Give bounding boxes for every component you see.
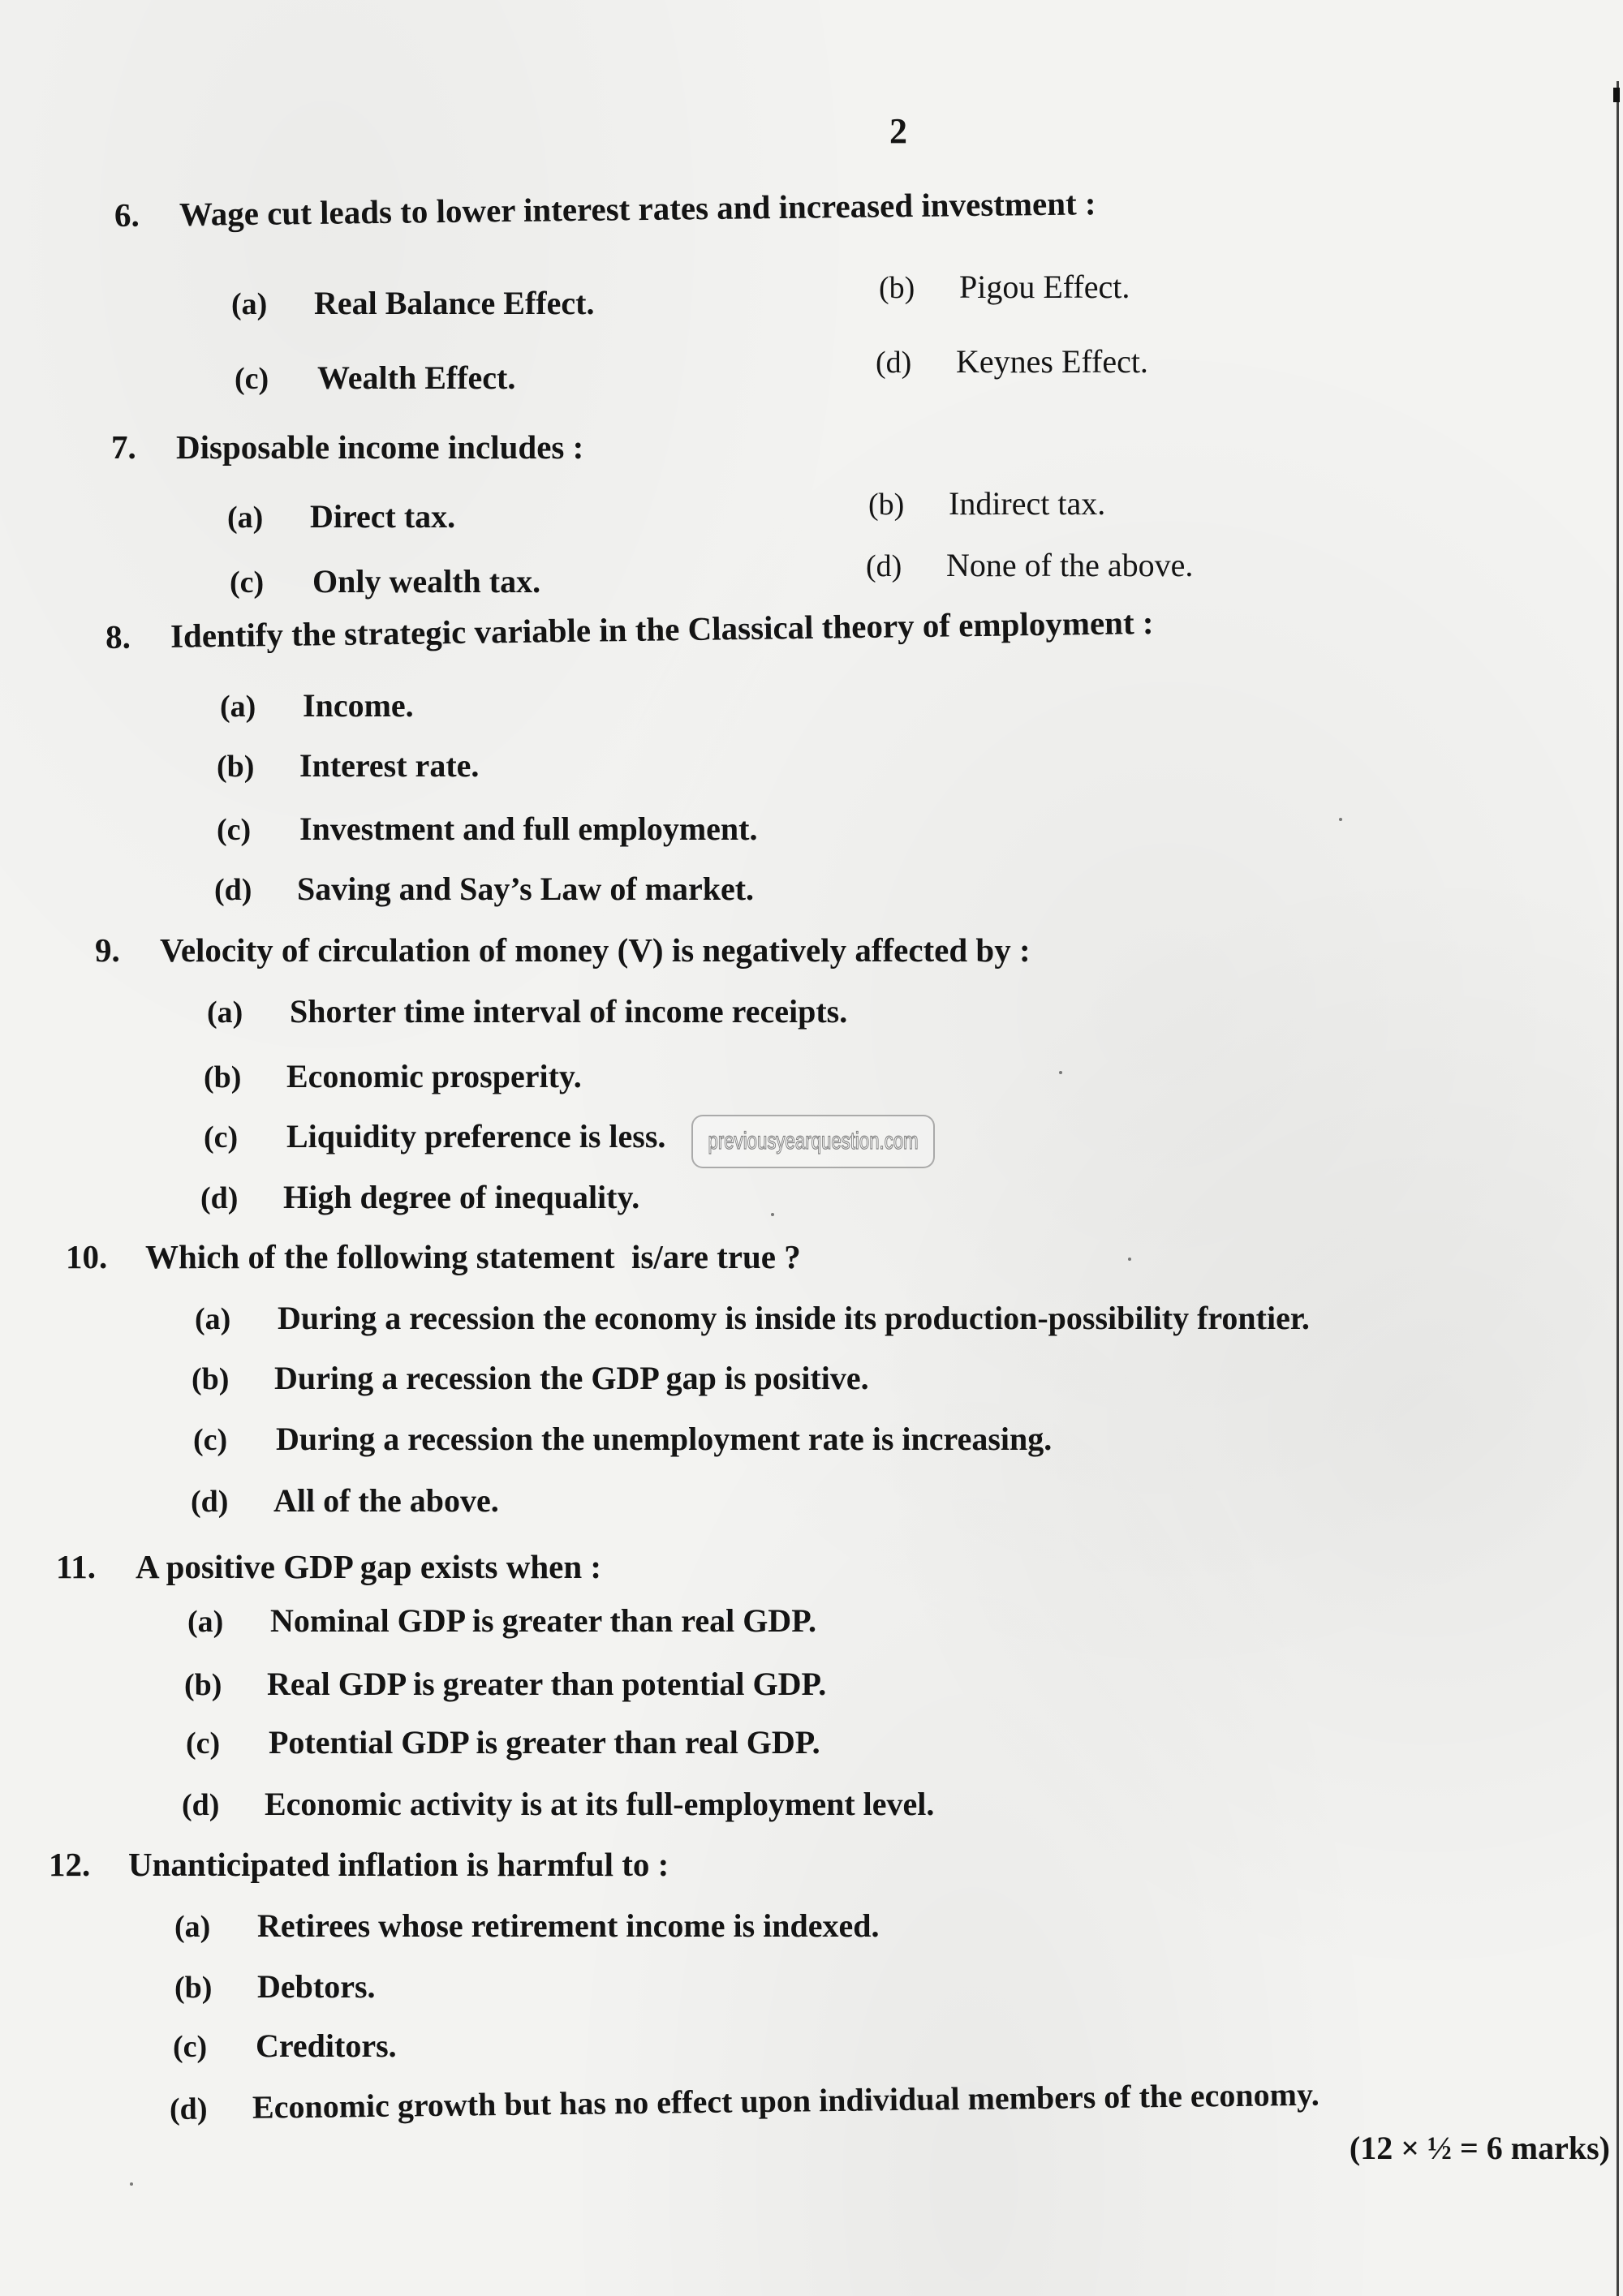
- option-12c: [173, 2028, 397, 2065]
- option-text: Potential GDP is greater than real GDP.: [269, 1724, 820, 1761]
- watermark-text: previousyearquestion.com: [708, 1128, 919, 1154]
- option-label: (b): [184, 1668, 222, 1702]
- option-9d: [200, 1180, 639, 1216]
- question-9: [95, 932, 1031, 968]
- option-text: Shorter time interval of income receipts.: [290, 993, 848, 1030]
- option-text: Wealth Effect.: [317, 359, 516, 396]
- option-10a: [195, 1301, 1310, 1337]
- question-11: [56, 1549, 601, 1584]
- option-label: (a): [207, 995, 243, 1030]
- option-9b: [204, 1059, 582, 1095]
- option-label: (b): [192, 1362, 230, 1396]
- question-8: [105, 604, 1154, 655]
- option-label: (b): [868, 488, 905, 522]
- option-7d: [866, 548, 1193, 584]
- option-text: Retirees whose retirement income is indexed.: [257, 1907, 880, 1944]
- option-6d: [876, 344, 1148, 381]
- scan-speck: [1339, 818, 1342, 821]
- option-text: Direct tax.: [310, 498, 456, 535]
- scan-edge-mark: [1613, 88, 1620, 102]
- option-12a: [174, 1908, 880, 1945]
- question-text: Unanticipated inflation is harmful to :: [128, 1846, 669, 1883]
- option-6b: [879, 269, 1130, 306]
- question-number: 8.: [105, 617, 131, 656]
- question-text: Disposable income includes :: [176, 428, 584, 466]
- option-7a: [227, 499, 455, 535]
- option-10d: [191, 1483, 499, 1520]
- option-label: (c): [217, 813, 252, 847]
- question-6: [114, 185, 1096, 233]
- page-number: 2: [889, 111, 907, 151]
- option-8d: [214, 871, 754, 908]
- option-11a: [187, 1603, 816, 1640]
- option-text: Economic prosperity.: [286, 1058, 582, 1094]
- option-label: (d): [191, 1485, 229, 1519]
- question-number: 12.: [49, 1846, 91, 1883]
- scan-edge-line: [1617, 81, 1619, 2296]
- scan-speck: [1128, 1258, 1131, 1261]
- option-11d: [182, 1786, 934, 1823]
- option-12d: [170, 2077, 1319, 2127]
- option-label: (a): [220, 690, 256, 724]
- option-label: (d): [214, 873, 252, 907]
- option-text: Keynes Effect.: [956, 343, 1148, 380]
- option-text: Economic activity is at its full-employment level.: [265, 1786, 935, 1822]
- question-text: A positive GDP gap exists when :: [136, 1548, 602, 1585]
- option-label: (b): [217, 750, 255, 784]
- option-7c: [230, 564, 540, 600]
- option-text: None of the above.: [946, 547, 1194, 583]
- option-text: During a recession the unemployment rate is increasing.: [276, 1421, 1053, 1457]
- option-label: (c): [193, 1423, 228, 1457]
- option-label: (d): [169, 2092, 208, 2126]
- question-text: Wage cut leads to lower interest rates and increased investment :: [179, 184, 1096, 234]
- option-text: Indirect tax.: [949, 485, 1106, 522]
- option-label: (a): [231, 287, 268, 321]
- watermark: [691, 1115, 935, 1168]
- question-number: 9.: [95, 931, 120, 969]
- question-text: Identify the strategic variable in the Classical theory of employment :: [170, 603, 1154, 655]
- option-10c: [193, 1421, 1052, 1458]
- option-label: (d): [866, 549, 902, 583]
- option-label: (c): [204, 1120, 239, 1154]
- option-label: (a): [195, 1302, 231, 1336]
- question-12: [49, 1847, 669, 1882]
- option-label: (a): [174, 1910, 211, 1944]
- option-9a: [207, 994, 847, 1030]
- option-11b: [184, 1666, 826, 1703]
- scan-speck: [130, 2182, 133, 2186]
- scan-speck: [771, 1213, 774, 1216]
- option-text: High degree of inequality.: [283, 1179, 640, 1215]
- option-text: During a recession the economy is inside its production-possibility frontier.: [278, 1300, 1310, 1336]
- option-label: (c): [186, 1726, 221, 1761]
- option-6a: [231, 286, 594, 322]
- option-label: (a): [227, 501, 264, 535]
- question-number: 7.: [111, 428, 136, 466]
- option-8a: [220, 688, 414, 724]
- option-text: Investment and full employment.: [299, 810, 758, 847]
- question-7: [111, 429, 583, 465]
- option-text: Real Balance Effect.: [314, 285, 595, 321]
- option-11c: [186, 1725, 820, 1761]
- option-label: (d): [200, 1181, 239, 1215]
- question-text: Which of the following statement is/are true ?: [145, 1238, 801, 1275]
- option-text: Pigou Effect.: [959, 269, 1130, 305]
- question-text: Velocity of circulation of money (V) is negatively affected by :: [160, 931, 1031, 969]
- option-label: (d): [182, 1788, 220, 1822]
- option-text: Liquidity preference is less.: [286, 1118, 666, 1154]
- question-number: 11.: [56, 1548, 96, 1585]
- option-text: Income.: [303, 687, 414, 724]
- option-label: (a): [187, 1605, 224, 1639]
- marks-allocation: (12 × ½ = 6 marks): [1349, 2130, 1610, 2166]
- option-text: Only wealth tax.: [312, 563, 541, 600]
- option-text: During a recession the GDP gap is positive.: [274, 1360, 869, 1396]
- option-12b: [174, 1969, 376, 2006]
- option-label: (d): [876, 346, 912, 380]
- option-10b: [192, 1361, 869, 1397]
- option-text: Interest rate.: [299, 747, 480, 784]
- option-8c: [217, 811, 757, 848]
- option-text: Economic growth but has no effect upon individual members of the economy.: [252, 2075, 1320, 2126]
- option-8b: [217, 748, 479, 785]
- option-9c: [204, 1119, 665, 1155]
- option-text: All of the above.: [273, 1482, 499, 1519]
- option-text: Nominal GDP is greater than real GDP.: [270, 1602, 816, 1639]
- option-label: (b): [174, 1971, 213, 2005]
- question-number: 6.: [114, 196, 140, 234]
- option-text: Real GDP is greater than potential GDP.: [267, 1666, 827, 1702]
- option-7b: [868, 486, 1105, 522]
- question-number: 10.: [66, 1238, 108, 1275]
- option-label: (c): [230, 565, 265, 600]
- option-text: Creditors.: [256, 2027, 397, 2064]
- option-6c: [235, 360, 515, 397]
- option-label: (b): [879, 271, 915, 305]
- option-label: (b): [204, 1060, 242, 1094]
- question-10: [66, 1239, 801, 1275]
- option-text: Debtors.: [257, 1968, 376, 2005]
- option-label: (c): [235, 362, 269, 396]
- scan-speck: [1059, 1071, 1062, 1074]
- option-label: (c): [173, 2030, 208, 2064]
- option-text: Saving and Say’s Law of market.: [297, 871, 755, 907]
